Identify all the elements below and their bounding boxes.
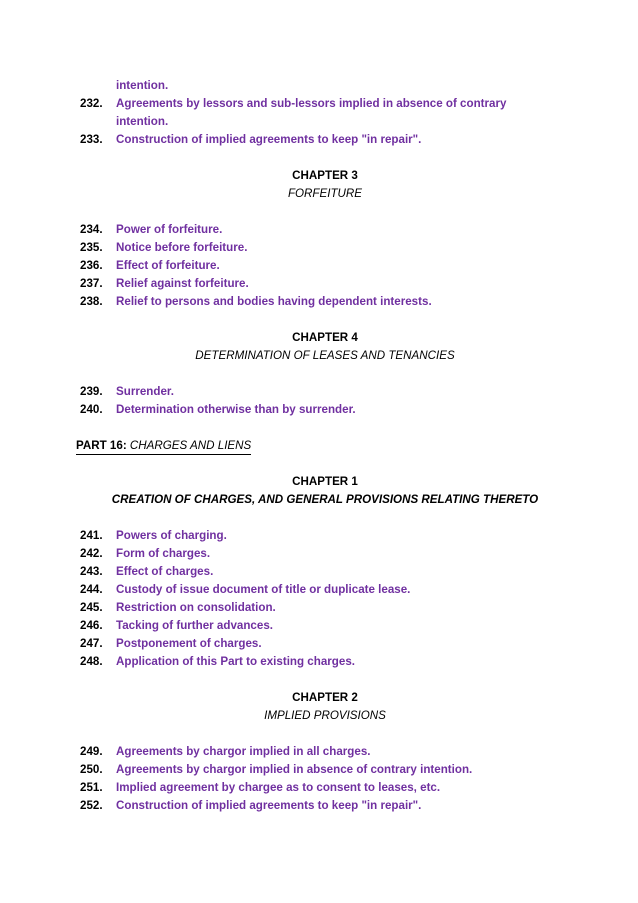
section-title: Postponement of charges.: [116, 637, 262, 650]
section-number: 252.: [80, 799, 103, 812]
section-number: 244.: [80, 583, 103, 596]
section-title: Application of this Part to existing charges.: [116, 655, 355, 668]
list-item: [80, 528, 227, 544]
section-title: Construction of implied agreements to keep "in repair".: [116, 799, 422, 812]
section-title: Construction of implied agreements to keep "in repair".: [116, 133, 422, 146]
section-number: 242.: [80, 547, 103, 560]
chapter-title: CREATION OF CHARGES, AND GENERAL PROVISIONS RELATING THERETO: [111, 493, 539, 506]
list-item: [80, 132, 421, 148]
list-item: [80, 384, 174, 400]
section-title: Notice before forfeiture.: [116, 241, 248, 254]
list-item: [80, 618, 273, 634]
list-item: [80, 798, 421, 814]
section-title: Agreements by lessors and sub-lessors implied in absence of contrary: [116, 97, 507, 110]
part-heading: [76, 438, 251, 455]
section-title: Effect of forfeiture.: [116, 259, 220, 272]
section-title: Relief to persons and bodies having dependent interests.: [116, 295, 432, 308]
continuation-text: intention.: [116, 79, 169, 92]
list-item: [80, 240, 247, 256]
section-number: 248.: [80, 655, 103, 668]
chapter-label: CHAPTER 1: [292, 475, 358, 488]
list-item: [80, 546, 210, 562]
chapter-label: CHAPTER 2: [292, 691, 358, 704]
section-number: 247.: [80, 637, 103, 650]
section-title: Determination otherwise than by surrender.: [116, 403, 356, 416]
list-item: [80, 582, 410, 598]
section-title: Power of forfeiture.: [116, 223, 223, 236]
chapter-title: IMPLIED PROVISIONS: [264, 709, 386, 722]
section-number: 241.: [80, 529, 103, 542]
list-item: [80, 402, 356, 418]
section-title: Form of charges.: [116, 547, 211, 560]
list-item: [80, 294, 432, 310]
section-title: Agreements by chargor implied in absence of contrary intention.: [116, 763, 473, 776]
section-title: Custody of issue document of title or duplicate lease.: [116, 583, 411, 596]
list-item: [80, 564, 213, 580]
chapter-label: CHAPTER 3: [292, 169, 358, 182]
section-number: 233.: [80, 133, 103, 146]
section-title: Agreements by chargor implied in all charges.: [116, 745, 371, 758]
continuation-text: intention.: [116, 115, 169, 128]
section-number: 249.: [80, 745, 103, 758]
list-item: [80, 744, 371, 760]
list-item: [80, 780, 440, 796]
list-item: [80, 654, 355, 670]
list-item: [80, 600, 276, 616]
list-item: [80, 96, 506, 112]
chapter-label: CHAPTER 4: [292, 331, 358, 344]
list-item: [80, 762, 472, 778]
list-item: [80, 636, 262, 652]
section-number: 251.: [80, 781, 103, 794]
section-number: 243.: [80, 565, 103, 578]
section-number: 236.: [80, 259, 103, 272]
section-title: Relief against forfeiture.: [116, 277, 249, 290]
section-title: Surrender.: [116, 385, 174, 398]
section-number: 240.: [80, 403, 103, 416]
section-number: 237.: [80, 277, 103, 290]
section-title: Tacking of further advances.: [116, 619, 273, 632]
section-number: 245.: [80, 601, 103, 614]
section-number: 239.: [80, 385, 103, 398]
section-number: 235.: [80, 241, 103, 254]
list-item: [80, 276, 249, 292]
chapter-title: DETERMINATION OF LEASES AND TENANCIES: [195, 349, 455, 362]
section-number: 238.: [80, 295, 103, 308]
section-number: 232.: [80, 97, 103, 110]
chapter-title: FORFEITURE: [287, 187, 363, 200]
section-number: 246.: [80, 619, 103, 632]
section-title: Powers of charging.: [116, 529, 227, 542]
part-label: PART 16:: [76, 439, 127, 452]
list-item: [80, 258, 220, 274]
section-number: 250.: [80, 763, 103, 776]
section-title: Implied agreement by chargee as to consent to leases, etc.: [116, 781, 441, 794]
section-title: Restriction on consolidation.: [116, 601, 276, 614]
part-title: CHARGES AND LIENS: [129, 439, 252, 452]
list-item: [80, 222, 222, 238]
section-title: Effect of charges.: [116, 565, 214, 578]
section-number: 234.: [80, 223, 103, 236]
